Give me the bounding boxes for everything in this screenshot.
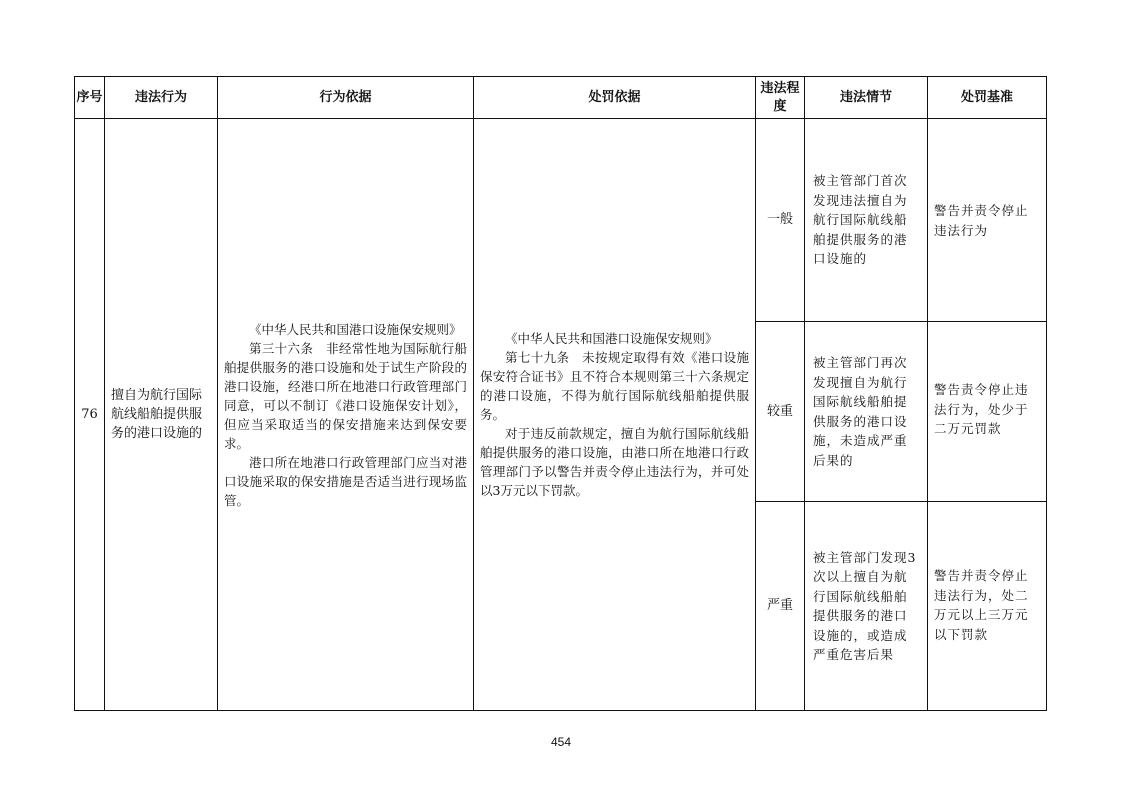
standard-general — [928, 119, 1047, 322]
conduct-basis-article: 第三十六条 非经常性地为国际航行船舶提供服务的港口设施和处于试生产阶段的港口设施，经港口所在地港口行政管理部门同意，可以不制订《港口设施保安计划》，但应当采取适当的保安措施来达到保安要求。 — [224, 340, 467, 451]
standard-serious — [928, 322, 1047, 502]
table-row — [75, 119, 1047, 322]
degree-general: 一般 — [756, 119, 805, 322]
page-number: 454 — [550, 735, 572, 749]
circumstance-severe: 被主管部门发现3次以上擅自为航行国际航线船舶提供服务的港口设施的，或造成严重危害后果 — [805, 502, 928, 711]
header-number: 序号 — [75, 77, 105, 119]
header-circumstance: 违法情节 — [805, 77, 928, 119]
violation-act: 擅自为航行国际航线船舶提供服务的港口设施的 — [105, 119, 218, 711]
conduct-basis-title: 《中华人民共和国港口设施保安规则》 — [249, 321, 462, 337]
penalty-basis-title: 《中华人民共和国港口设施保安规则》 — [505, 331, 718, 346]
conduct-basis — [218, 119, 474, 711]
penalty-basis-penalty: 对于违反前款规定，擅自为航行国际航线船舶提供服务的港口设施，由港口所在地港口行政管理部门予以警告并责令停止违法行为，并可处以3万元以下罚款。 — [480, 426, 749, 498]
header-degree: 违法程度 — [756, 77, 805, 119]
circumstance-serious: 被主管部门再次发现擅自为航行国际航线船舶提供服务的港口设施，未造成严重后果的 — [805, 322, 928, 502]
header-penalty-basis: 处罚依据 — [474, 77, 756, 119]
header-act: 违法行为 — [105, 77, 218, 119]
header-standard: 处罚基准 — [928, 77, 1047, 119]
standard-serious-text: 警告责令停止违法行为，处少于二万元罚款 — [934, 382, 1029, 436]
standard-severe-text: 警告并责令停止违法行为，处二万元以上三万元以下罚款 — [934, 568, 1029, 642]
row-number: 76 — [75, 119, 105, 711]
degree-severe: 严重 — [756, 502, 805, 711]
table-header-row — [75, 77, 1047, 119]
conduct-basis-supervision: 港口所在地港口行政管理部门应当对港口设施采取的保安措施是否适当进行现场监管。 — [224, 454, 467, 508]
circumstance-general: 被主管部门首次发现违法擅自为航行国际航线船舶提供服务的港口设施的 — [805, 119, 928, 322]
penalty-standard-table — [74, 76, 1047, 711]
penalty-basis — [474, 119, 756, 711]
penalty-basis-article: 第七十九条 未按规定取得有效《港口设施保安符合证书》且不符合本规则第三十六条规定的港口设施，不得为航行国际航线船舶提供服务。 — [480, 350, 749, 422]
standard-severe — [928, 502, 1047, 711]
header-conduct-basis: 行为依据 — [218, 77, 474, 119]
standard-general-text: 警告并责令停止违法行为 — [934, 203, 1029, 238]
degree-serious: 较重 — [756, 322, 805, 502]
